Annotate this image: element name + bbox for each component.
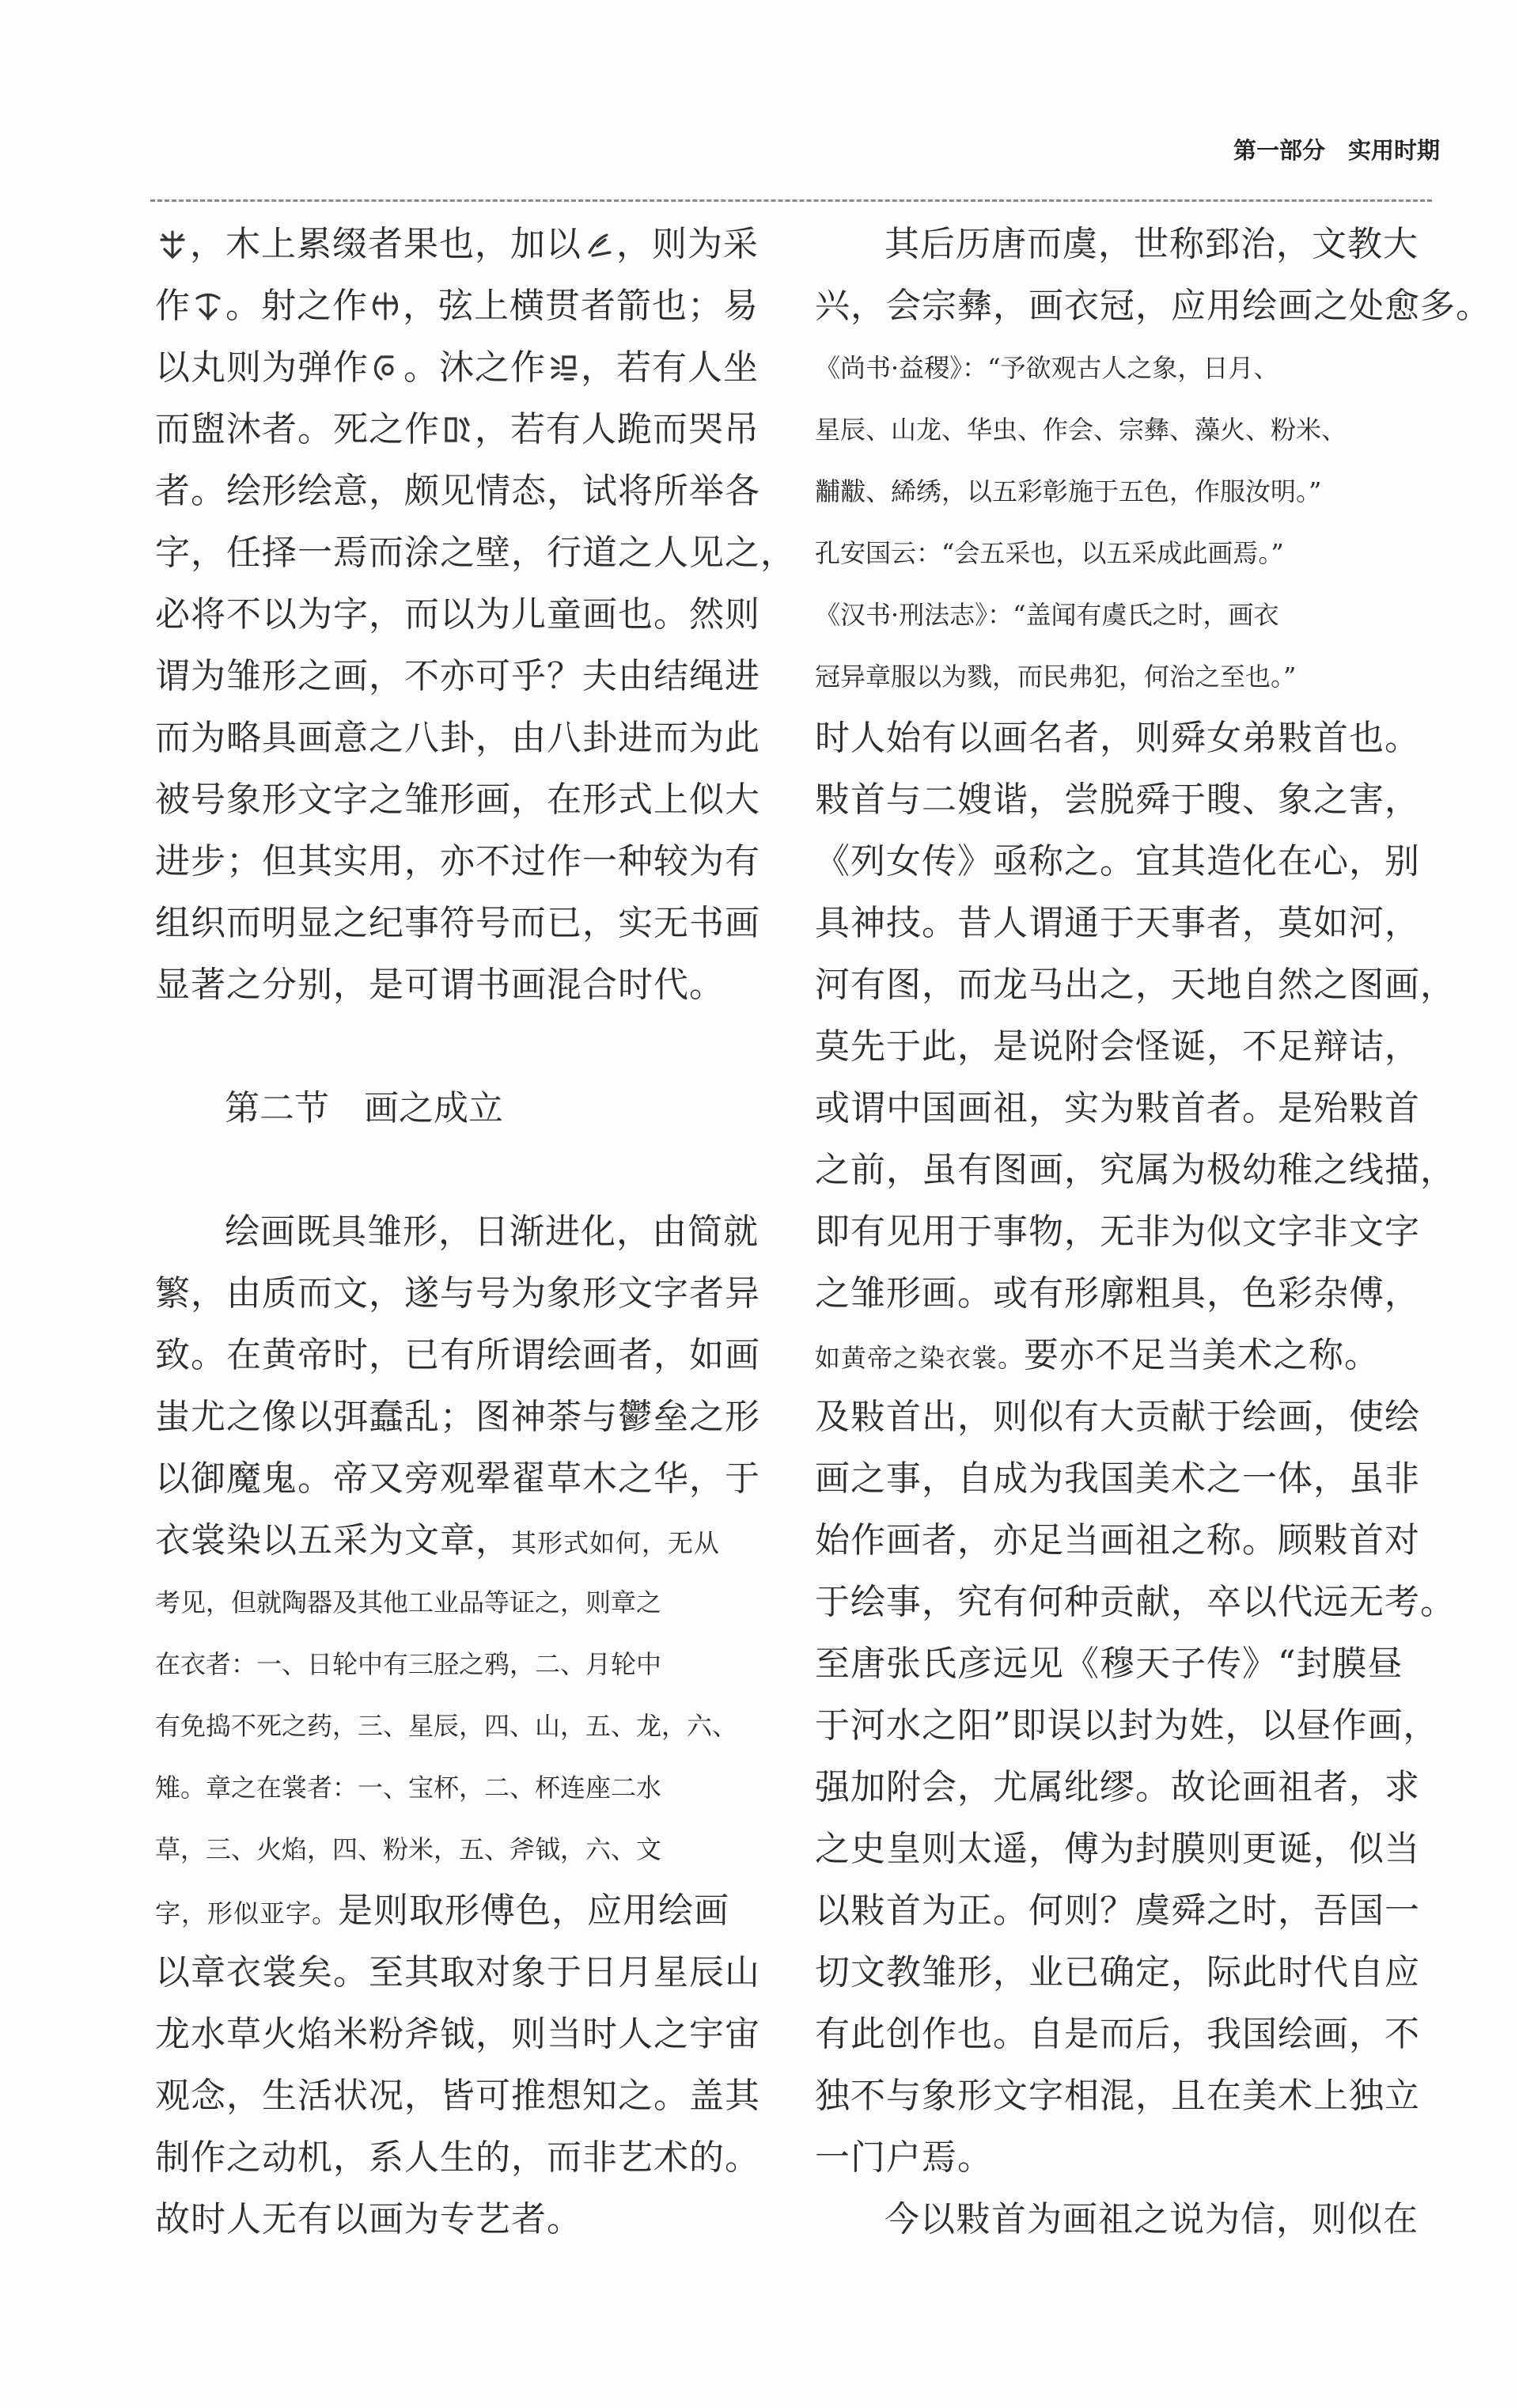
ancient-shoot-glyph-icon (369, 290, 401, 322)
text-line: 有此创作也。自是而后，我国绘画，不 (815, 2014, 1420, 2054)
citation-line: 星辰、山龙、华虫、作会、宗彝、藻火、粉米、 (815, 415, 1347, 445)
text-line: 之史皇则太遥，傅为封膜则更诞，似当 (815, 1829, 1420, 1869)
left-column (155, 214, 796, 2251)
text-line: 谓为雏形之画，不亦可乎？夫由结绳进 (155, 656, 760, 696)
text-line: 以敤首为正。何则？虞舜之时，吾国一 (815, 1890, 1420, 1931)
text-line (155, 399, 772, 461)
text-span: 衣裳染以五采为文章， (155, 1520, 511, 1560)
annotation-span: 字，形似亚字。 (155, 1898, 339, 1928)
text-line: 莫先于此，是说附会怪诞，不足辩诘， (815, 1026, 1420, 1067)
text-span: ，若有人坐 (581, 347, 759, 388)
text-line: 独不与象形文字相混，且在美术上独立 (815, 2076, 1420, 2116)
text-line: 于河水之阳”即误以封为姓，以昼作画， (815, 1705, 1439, 1746)
text-line: 一门户焉。 (815, 2137, 993, 2178)
text-line: 繁，由质而文，遂与号为象形文字者异 (155, 1273, 760, 1314)
text-span: 。沐之作 (403, 347, 546, 388)
text-line (815, 1325, 1432, 1386)
text-line: 制作之动机，系人生的，而非艺术的。 (155, 2137, 760, 2178)
text-line: 至唐张氏彦远见《穆天子传》“封膜昼 (815, 1644, 1403, 1684)
text-line: 今以敤首为画祖之说为信，则似在 (885, 2199, 1419, 2239)
text-line: 龙水草火焰米粉斧钺，则当时人之宇宙 (155, 2014, 760, 2054)
text-line: 于绘事，究有何种贡献，卒以代远无考。 (815, 1582, 1456, 1622)
text-line: 河有图，而龙马出之，天地自然之图画， (815, 965, 1456, 1005)
text-line: 绘画既具雏形，日渐进化，由简就 (225, 1212, 759, 1252)
ancient-wash-glyph-icon (547, 352, 579, 384)
text-span: ，若有人跪而哭吊 (475, 409, 760, 449)
ancient-fruit-glyph-icon (157, 229, 188, 260)
text-line: 进步；但其实用，亦不过作一种较为有 (155, 841, 760, 882)
text-line: 切文教雏形，业已确定，际此时代自应 (815, 1952, 1420, 1993)
text-line: 具神技。昔人谓通于天事者，莫如河， (815, 903, 1420, 943)
text-span: 以丸则为弹作 (155, 347, 369, 388)
section-heading: 第二节 画之成立 (225, 1088, 503, 1128)
text-line: 之雏形画。或有形廓粗具，色彩杂傅， (815, 1273, 1420, 1314)
text-span: 要亦不足当美术之称。 (1024, 1335, 1381, 1375)
citation-line: 黼黻、絺绣，以五彩彰施于五色，作服汝明。” (815, 476, 1322, 506)
text-line: 或谓中国画祖，实为敤首者。是殆敤首 (815, 1088, 1420, 1128)
text-line: 其后历唐而虞，世称郅治，文教大 (885, 224, 1419, 264)
text-line: 而为略具画意之八卦，由八卦进而为此 (155, 718, 760, 758)
text-line: 之前，虽有图画，究属为极幼稚之线描， (815, 1150, 1456, 1190)
text-line: 故时人无有以画为专艺者。 (155, 2199, 582, 2239)
text-line: 始作画者，亦足当画祖之称。顾敤首对 (815, 1520, 1420, 1560)
text-span: 是则取形傅色，应用绘画 (338, 1890, 730, 1931)
annotation-line: 有免捣不死之药，三、星辰，四、山，五、龙，六、 (155, 1711, 738, 1741)
ancient-hand-glyph-icon (583, 229, 615, 260)
annotation-line: 考见，但就陶器及其他工业品等证之，则章之 (155, 1587, 662, 1617)
text-line: 《列女传》亟称之。宜其造化在心，别 (815, 841, 1420, 882)
text-line: 画之事，自成为我国美术之一体，虽非 (815, 1458, 1420, 1499)
header-divider (150, 199, 1432, 202)
text-span: 而盥沐者。死之作 (155, 409, 440, 449)
text-span: ，则为采 (616, 224, 759, 264)
text-span: 作 (155, 286, 191, 326)
text-line (155, 337, 772, 399)
text-line: 观念，生活状况，皆可推想知之。盖其 (155, 2076, 760, 2116)
text-line: 被号象形文字之雏形画，在形式上似大 (155, 779, 760, 820)
text-line: 组织而明显之纪事符号而已，实无书画 (155, 903, 760, 943)
running-header: 第一部分 实用时期 (1233, 137, 1440, 164)
text-line: 时人始有以画名者，则舜女弟敤首也。 (815, 718, 1420, 758)
citation-line: 《汉书·刑法志》：“盖闻有虞氏之时，画衣 (815, 600, 1279, 630)
ancient-pellet-glyph-icon (370, 352, 402, 384)
text-line: 显著之分别，是可谓书画混合时代。 (155, 965, 725, 1005)
annotation-span: 其形式如何，无从 (511, 1528, 721, 1558)
text-line: 及敤首出，则似有大贡献于绘画，使绘 (815, 1397, 1420, 1437)
annotation-line: 草，三、火焰，四、粉米，五、斧钺，六、文 (155, 1834, 662, 1864)
ancient-pick-glyph-icon (192, 290, 224, 322)
right-column (815, 214, 1491, 2251)
text-line: 致。在黄帝时，已有所谓绘画者，如画 (155, 1335, 760, 1375)
citation-line: 冠异章服以为戮，而民弗犯，何治之至也。” (815, 662, 1297, 692)
text-line: 必将不以为字，而以为儿童画也。然则 (155, 594, 760, 635)
text-line: 敤首与二嫂谐，尝脱舜于瞍、象之害， (815, 779, 1420, 820)
text-line (155, 1880, 772, 1942)
text-line: 蚩尤之像以弭蠢乱；图神荼与鬱垒之形 (155, 1397, 760, 1437)
spacer (155, 1016, 772, 1078)
text-line: 者。绘形绘意，颇见情态，试将所举各 (155, 471, 760, 511)
spacer (155, 1140, 772, 1201)
text-line (155, 275, 772, 337)
text-line (155, 1510, 772, 1572)
citation-line: 孔安国云：“会五采也，以五采成此画焉。” (815, 538, 1284, 568)
text-line: 强加附会，尤属纰缪。故论画祖者，求 (815, 1767, 1420, 1807)
text-line: 兴，会宗彝，画衣冠，应用绘画之处愈多。 (815, 286, 1491, 326)
text-span: ，弦上横贯者箭也；易 (403, 286, 759, 326)
text-line: 以御魔鬼。帝又旁观翚翟草木之华，于 (155, 1458, 760, 1499)
text-span: ，木上累缀者果也，加以 (190, 224, 581, 264)
annotation-line: 雉。章之在裳者：一、宝杯，二、杯连座二水 (155, 1773, 662, 1803)
annotation-span: 如黄帝之染衣裳。 (815, 1343, 1025, 1373)
text-line (155, 214, 772, 275)
citation-line: 《尚书·益稷》：“予欲观古人之象，日月、 (815, 353, 1279, 383)
text-line: 以章衣裳矣。至其取对象于日月星辰山 (155, 1952, 760, 1993)
text-line: 字，任择一焉而涂之壁，行道之人见之， (155, 533, 796, 573)
text-line: 即有见用于事物，无非为似文字非文字 (815, 1212, 1420, 1252)
annotation-line: 在衣者：一、日轮中有三胫之鸦，二、月轮中 (155, 1649, 662, 1679)
text-span: 。射之作 (225, 286, 368, 326)
ancient-death-glyph-icon (441, 414, 473, 446)
